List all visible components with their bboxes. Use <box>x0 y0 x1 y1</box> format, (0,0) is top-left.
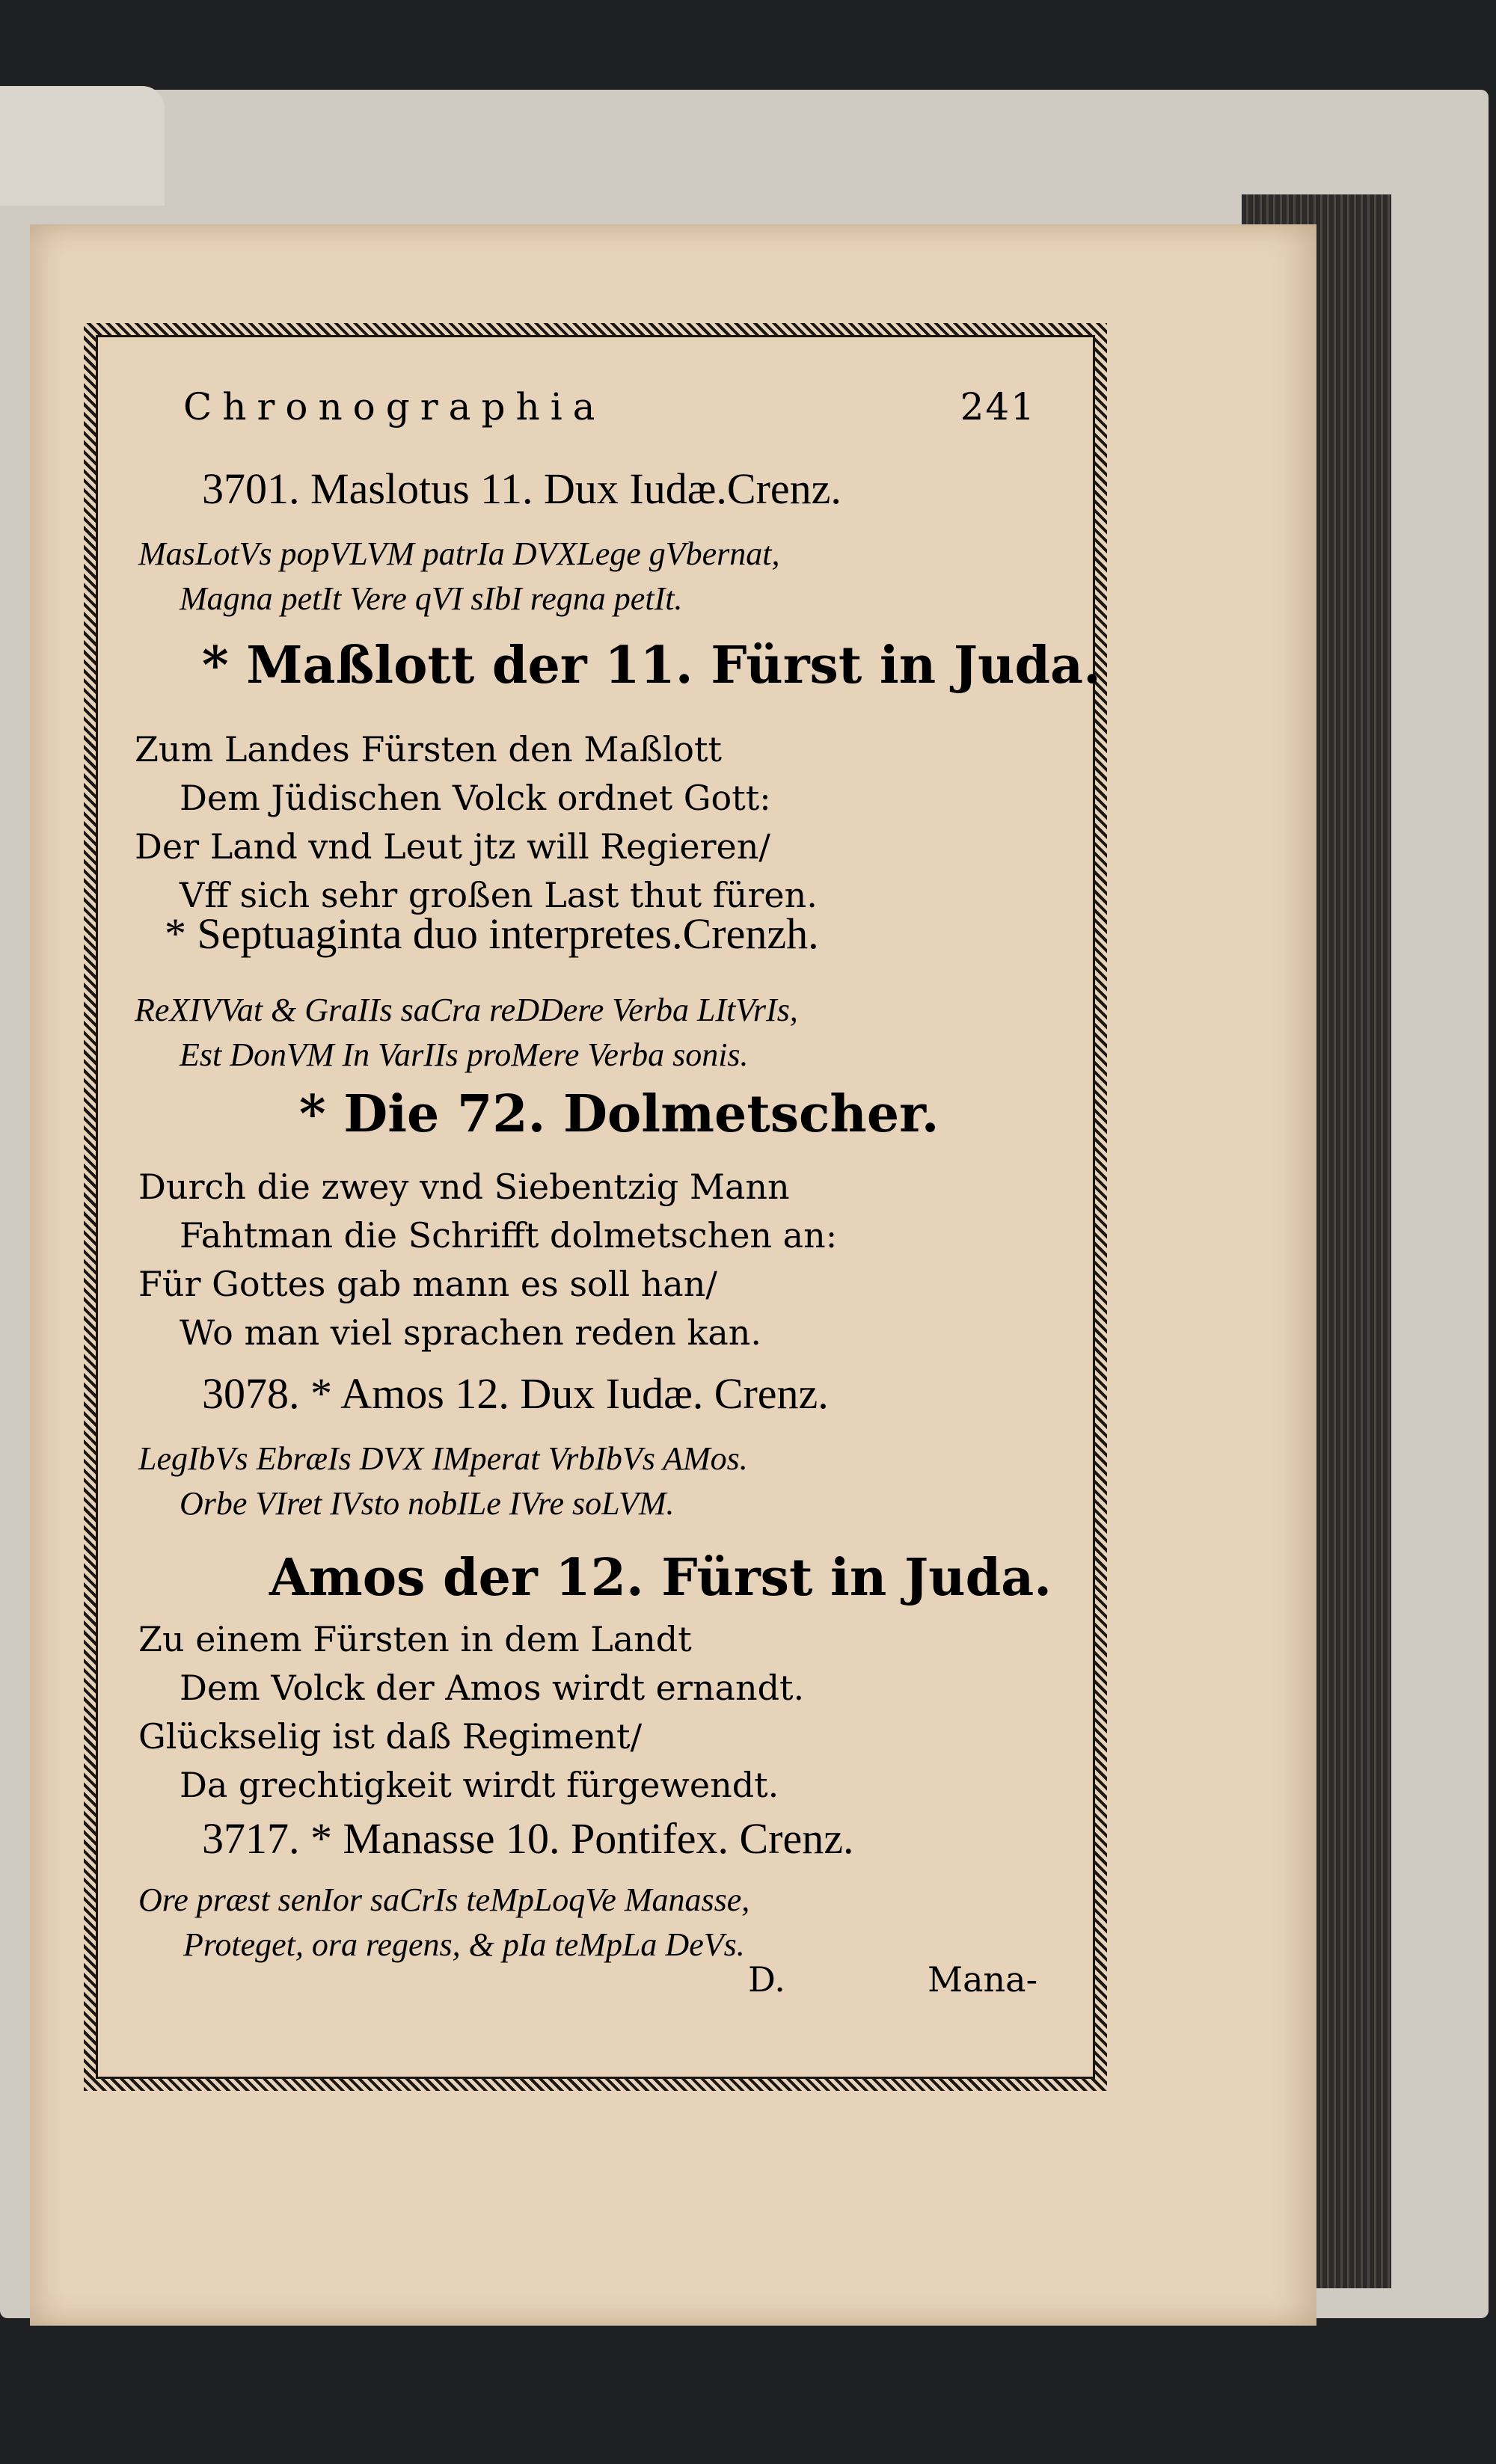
german-verse: Zum Landes Fürsten den Maßlott <box>135 729 722 769</box>
entry-heading: 3701. Maslotus 11. Dux Iudæ.Crenz. <box>202 464 842 513</box>
german-verse: Für Gottes gab mann es soll han/ <box>138 1264 717 1304</box>
entry-heading: 3078. * Amos 12. Dux Iudæ. Crenz. <box>202 1369 829 1418</box>
catchword: Mana- <box>928 1959 1038 2000</box>
running-header <box>183 385 1036 437</box>
latin-verse: Ore præst senIor saCrIs teMpLoqVe Manasse, <box>138 1881 750 1918</box>
german-verse: Dem Jüdischen Volck ordnet Gott: <box>180 778 771 818</box>
page-number: 241 <box>960 385 1036 428</box>
latin-verse: LegIbVs EbræIs DVX IMperat VrbIbVs AMos. <box>138 1440 748 1477</box>
german-verse: Durch die zwey vnd Siebentzig Mann <box>138 1167 790 1207</box>
latin-verse: Proteget, ora regens, & pIa teMpLa DeVs. <box>183 1926 745 1963</box>
german-verse: Zu einem Fürsten in dem Landt <box>138 1619 692 1659</box>
latin-verse: Orbe VIret IVsto nobILe IVre soLVM. <box>180 1485 675 1522</box>
german-heading: * Die 72. Dolmetscher. <box>299 1084 939 1144</box>
german-verse: Der Land vnd Leut jtz will Regieren/ <box>135 826 770 867</box>
latin-verse: ReXIVVat & GraIIs saCra reDDere Verba LItVrIs, <box>135 992 798 1028</box>
german-heading: Amos der 12. Fürst in Juda. <box>269 1548 1052 1608</box>
german-verse: Vff sich sehr großen Last thut füren. <box>180 875 818 915</box>
signature-mark: D. <box>748 1959 785 2000</box>
latin-verse: MasLotVs popVLVM patrIa DVXLege gVbernat, <box>138 535 780 572</box>
header-title: Chronographia <box>183 385 606 428</box>
german-verse: Glückselig ist daß Regiment/ <box>138 1716 643 1757</box>
entry-heading: * Septuaginta duo interpretes.Crenzh. <box>165 909 819 958</box>
german-verse: Fahtman die Schrifft dolmetschen an: <box>180 1215 838 1256</box>
german-verse: Dem Volck der Amos wirdt ernandt. <box>180 1668 805 1708</box>
spine-binding <box>0 86 165 206</box>
entry-heading: 3717. * Manasse 10. Pontifex. Crenz. <box>202 1814 854 1863</box>
latin-verse: Magna petIt Vere qVI sIbI regna petIt. <box>180 580 683 617</box>
latin-verse: Est DonVM In VarIIs proMere Verba sonis. <box>180 1036 749 1073</box>
german-verse: Wo man viel sprachen reden kan. <box>180 1312 762 1353</box>
german-heading: * Maßlott der 11. Fürst in Juda. <box>202 636 1101 695</box>
german-verse: Da grechtigkeit wirdt fürgewendt. <box>180 1765 779 1805</box>
